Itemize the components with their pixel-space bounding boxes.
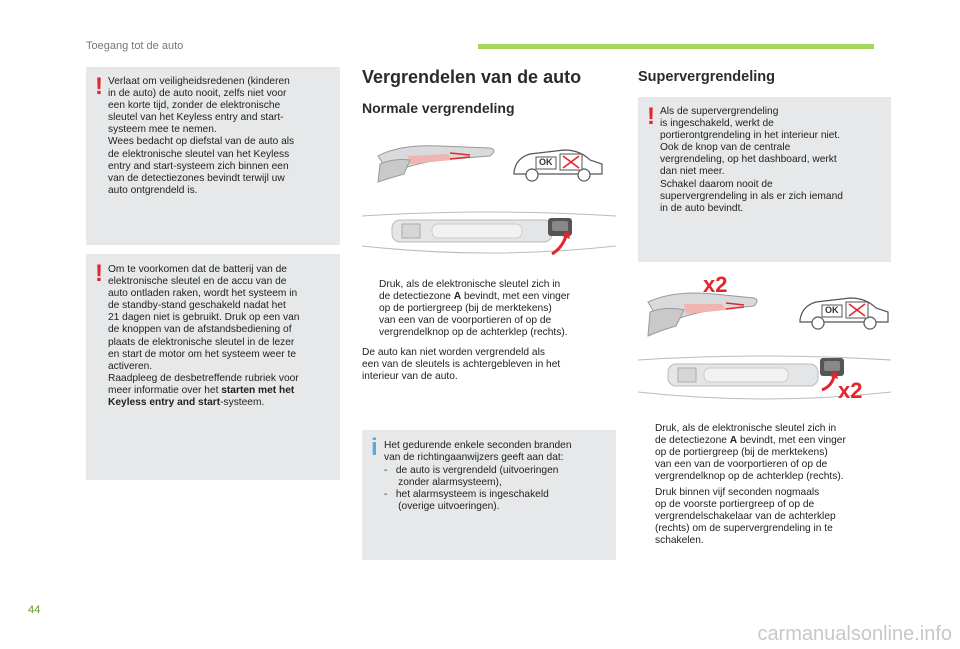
- section-header: Toegang tot de auto: [86, 40, 184, 52]
- paragraph-key-inside: De auto kan niet worden vergrendeld als een van de sleutels is achtergebleven in het interieur van de auto.: [362, 347, 561, 383]
- tailgate-illustration: [362, 206, 616, 264]
- warning-icon: !: [647, 103, 655, 130]
- bold-keyless-link: starten met het Keyless entry and start: [108, 384, 295, 409]
- subtitle-normal-locking: Normale vergrendeling: [362, 100, 515, 116]
- page-title: Vergrendelen van de auto: [362, 67, 582, 87]
- warning-box-superlocking: [638, 97, 891, 262]
- warning-icon: !: [95, 73, 103, 100]
- car-locked-illustration: [796, 290, 892, 332]
- warning-text-keyless: Verlaat om veiligheidsredenen (kinderen in de auto) de auto nooit, zelfs niet voor een korte tijd, zonder de elektronische sleutel van het Keyless entry and start- systeem mee te nemen. Wees bedacht op diefstal van de auto als de elektronische sleutel van het Keyless entry and start-systeem zich binnen een van de detectiezones bevindt terwijl uw auto ontgrendeld is.: [108, 76, 295, 196]
- bullet-normal-locking: Druk, als de elektronische sleutel zich in de detectiezone A bevindt, met een vinger op de portiergreep (bij de merktekens) van een van de voorportieren of op de vergrendelknop op de achterklep (rechts).: [379, 279, 570, 339]
- bullet-superlocking-step2: Druk binnen vijf seconden nogmaals op de voorste portiergreep of op de vergrendelschakelaar van de achterklep (rechts) om de supervergrendeling in te schakelen.: [655, 487, 836, 547]
- watermark: carmanualsonline.info: [757, 623, 952, 645]
- header-accent-bar: [478, 44, 874, 49]
- x2-label: x2: [703, 272, 728, 297]
- door-handle-illustration: [370, 134, 510, 186]
- car-locked-illustration: [510, 142, 606, 184]
- info-icon: i: [371, 434, 378, 461]
- page-number: 44: [28, 604, 41, 616]
- warning-box-battery: [86, 254, 340, 480]
- subtitle-superlocking: Supervergrendeling: [638, 69, 775, 85]
- info-box-indicators: [362, 430, 616, 560]
- ok-badge: OK: [539, 157, 553, 167]
- warning-text-superlocking: Als de supervergrendeling is ingeschakeld, werkt de portierontgrendeling in het interieur niet. Ook de knop van de centrale vergrendeling, op het dashboard, werkt dan niet meer. Schakel daarom nooit de supervergrendeling in als er zich iemand in de auto bevindt.: [660, 106, 843, 214]
- warning-box-keyless: [86, 67, 340, 245]
- warning-text-battery: Om te voorkomen dat de batterij van de elektronische sleutel en de accu van de auto ontladen raken, wordt het systeem in de standby-stand geschakeld nadat het 21 dagen niet is gebruikt. Druk op een van de knoppen van de afstandsbediening of plaats de elektronische sleutel in de lezer en start de motor om het systeem weer te activeren. Raadpleeg de desbetreffende rubriek voor meer informatie over het starten met het Keyless entry and start-systeem.: [108, 264, 300, 409]
- info-list-item: - het alarmsysteem is ingeschakeld (overige uitvoeringen).: [384, 489, 549, 513]
- info-list-item: - de auto is vergrendeld (uitvoeringen zonder alarmsysteem),: [384, 465, 559, 489]
- x2-label: x2: [838, 378, 863, 403]
- warning-icon: !: [95, 260, 103, 287]
- bullet-superlocking-step1: Druk, als de elektronische sleutel zich in de detectiezone A bevindt, met een vinger op de portiergreep (bij de merktekens) van een van de voorportieren of op de vergrendelknop op de achterklep (rechts).: [655, 423, 846, 483]
- ok-badge: OK: [825, 305, 839, 315]
- info-text: Het gedurende enkele seconden branden van de richtingaanwijzers geeft aan dat:: [384, 440, 572, 464]
